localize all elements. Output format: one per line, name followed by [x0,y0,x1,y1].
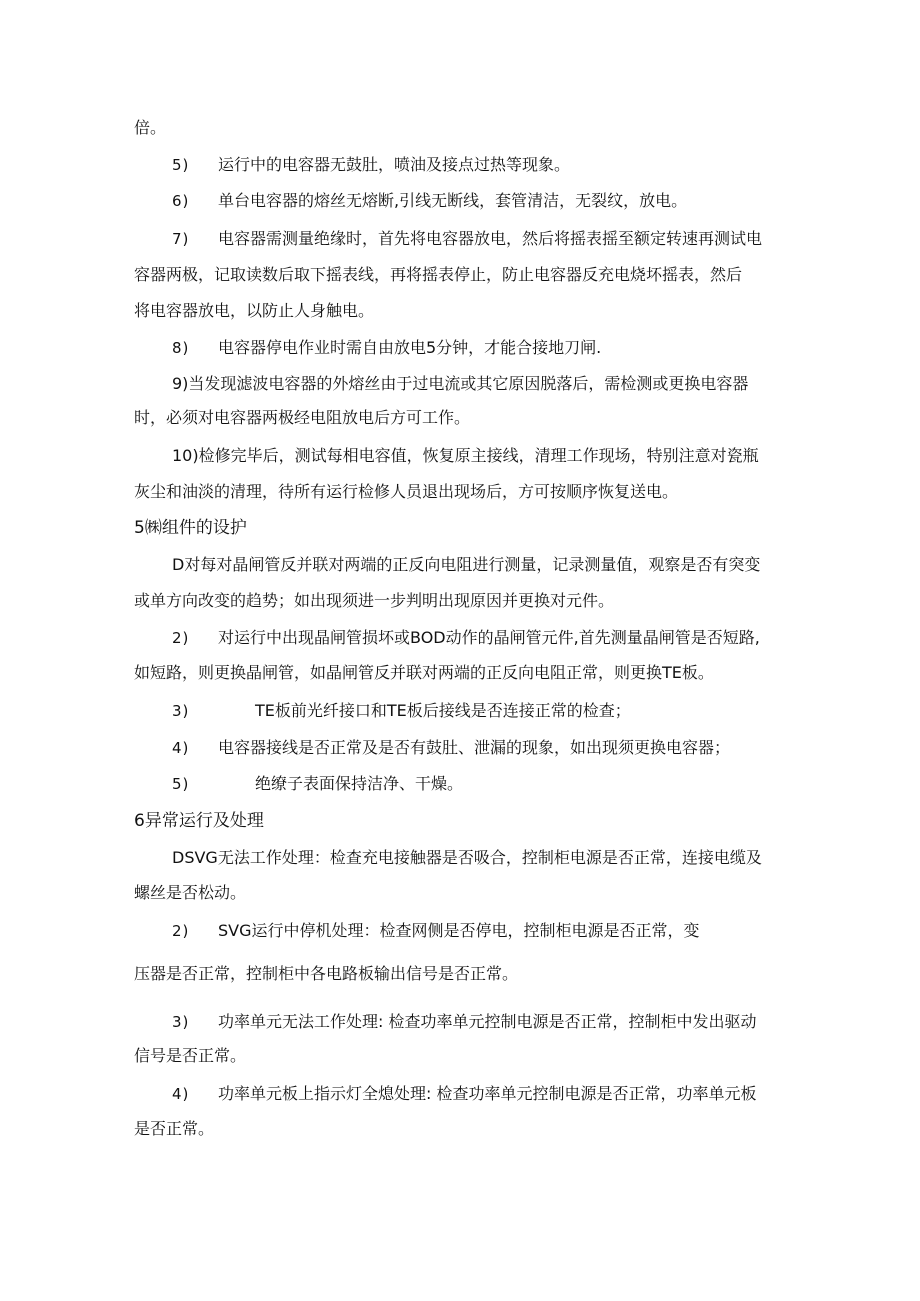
text-line: 是否正常。 [134,1119,215,1138]
text-line: D对每对晶闸管反并联对两端的正反向电阻进行测量，记录测量值，观察是否有突变 [172,555,761,574]
item-number: 4) [172,739,190,757]
text-line: TE板前光纤接口和TE板后接线是否连接正常的检查； [255,701,631,720]
text-line: 如短路，则更换晶闸管，如晶闸管反并联对两端的正反向电阻正常，则更换TE板。 [134,663,714,682]
text-line: 或单方向改变的趋势；如出现须进一步判明出现原因并更换对元件。 [134,591,615,610]
text-line: 压器是否正常，控制柜中各电路板输出信号是否正常。 [134,964,519,983]
text-line: 信号是否正常。 [134,1046,247,1065]
text-line: 电容器接线是否正常及是否有鼓肚、泄漏的现象，如出现须更换电容器； [218,738,731,757]
text-line: 电容器停电作业时需自由放电5分钟，才能合接地刀闸. [218,338,602,357]
text-line: 螺丝是否松动。 [134,883,247,902]
text-line: 10)检修完毕后，测试每相电容值，恢复原主接线，清理工作现场，特别注意对瓷瓶 [172,446,759,465]
item-number: 5) [172,156,190,174]
text-line: 倍。 [134,118,167,137]
text-line: 时，必须对电容器两极经电阻放电后方可工作。 [134,408,471,427]
text-line: 容器两极，记取读数后取下摇表线，再将摇表停止，防止电容器反充电烧坏摇表，然后 [134,265,743,284]
text-line: 将电容器放电，以防止人身触电。 [134,301,375,320]
text-line: 绝缭子表面保持洁净、干燥。 [255,774,464,793]
item-number: 2) [172,629,190,647]
text-line: 灰尘和油淡的清理，待所有运行检修人员退出现场后，方可按顺序恢复送电。 [134,482,679,501]
text-line: SVG运行中停机处理：检查网侧是否停电，控制柜电源是否正常，变 [218,921,700,940]
item-number: 4) [172,1085,190,1103]
item-number: 5) [172,775,190,793]
text-line: 单台电容器的熔丝无熔断,引线无断线，套管清洁，无裂纹，放电。 [218,191,688,210]
text-line: 功率单元板上指示灯全熄处理: 检查功率单元控制电源是否正常，功率单元板 [218,1084,757,1103]
text-line: DSVG无法工作处理：检查充电接触器是否吸合，控制柜电源是否正常，连接电缆及 [172,848,762,867]
item-number: 6) [172,192,190,210]
text-line: 功率单元无法工作处理: 检查功率单元控制电源是否正常，控制柜中发出驱动 [218,1012,757,1031]
text-line: 运行中的电容器无鼓肚，喷油及接点过热等现象。 [218,155,571,174]
item-number: 3) [172,702,190,720]
item-number: 8) [172,339,190,357]
section-heading: 5㈱组件的设护 [134,518,247,538]
text-line: 电容器需测量绝缘时，首先将电容器放电，然后将摇表摇至额定转速再测试电 [218,229,763,248]
text-line: 9)当发现滤波电容器的外熔丝由于过电流或其它原因脱落后，需检测或更换电容器 [172,374,749,393]
section-heading: 6异常运行及处理 [134,811,264,831]
item-number: 2) [172,922,190,940]
text-line: 对运行中出现晶闸管损坏或BOD动作的晶闸管元件,首先测量晶闸管是否短路, [218,628,760,647]
item-number: 7) [172,230,190,248]
item-number: 3) [172,1013,190,1031]
